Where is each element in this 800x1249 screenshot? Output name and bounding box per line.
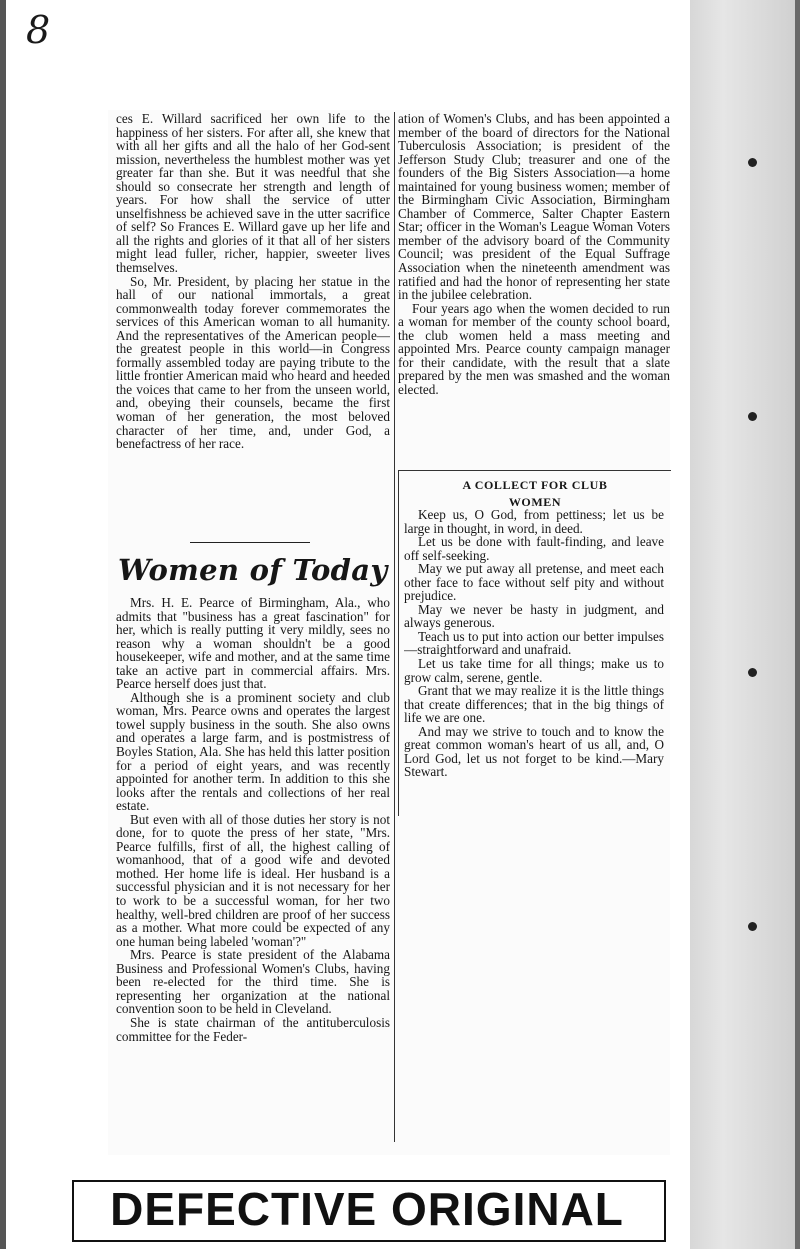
paragraph: So, Mr. President, by placing her statue in the hall of our national immortals, a great commonwealth today forever commemorates the services of this American woman to all humanity. And the representatives of the American people—the greatest people in this world—in Congress formally assembled today are paying tribute to the little frontier American maid who heard and heeded the voices that came to her from the unseen world, and, obeying their counsels, became the first woman of her generation, the most beloved character of her time, and, under God, a benefactress of her race.: [116, 273, 390, 452]
page-left-edge: [0, 0, 6, 1249]
defective-original-label: DEFECTIVE ORIGINAL: [110, 1183, 624, 1235]
article-women-of-today-column: [116, 596, 390, 1156]
paragraph: Four years ago when the women decided to run a woman for member of the county school board, the club women held a mass meeting and appointed Mrs. Pearce county campaign manager for their candidate, with the result that a slate prepared by the men was smashed and the woman elected.: [398, 300, 670, 397]
paragraph: ation of Women's Clubs, and has been appointed a member of the board of directors for the National Tuberculosis Association; is president of the Jefferson Study Club; treasurer and one of the founders of the Big Sisters Association—a home maintained for young business women; member of the Birmingham Civic Association, Birmingham Chamber of Commerce, Salter Chapter Eastern Star; officer in the Woman's League Woman Voters member of the advisory board of the Community Council; was president of the Equal Suffrage Association when the nineteenth amendment was ratified and had the honor of representing her state in the jubilee celebration.: [398, 112, 670, 303]
collect-paragraph: Let us take time for all things; make us to grow calm, serene, gentle.: [404, 656, 664, 685]
paragraph: Mrs. Pearce is state president of the Alabama Business and Professional Women's Clubs, having been re-elected for the third time. She is representing her organization at the national convention soon to be held in Cleveland.: [116, 947, 390, 1017]
collect-paragraph: And may we strive to touch and to know the great common woman's heart of us all, and, O Lord God, let us not forget to be kind.—Mary Stewart.: [404, 723, 664, 780]
punch-hole: [748, 412, 757, 421]
collect-paragraph: Let us be done with fault-finding, and leave off self-seeking.: [404, 534, 664, 563]
collect-paragraph: May we put away all pretense, and meet each other face to face without self pity and without prejudice.: [404, 561, 664, 604]
collect-paragraph: Teach us to put into action our better impulses—straightforward and unafraid.: [404, 628, 664, 658]
collect-paragraph: May we never be hasty in judgment, and always generous.: [404, 601, 664, 631]
collect-title-line: A COLLECT FOR CLUB: [462, 478, 608, 492]
paragraph: She is state chairman of the antituberculosis committee for the Feder-: [116, 1014, 390, 1044]
article-willard-column: [116, 112, 390, 532]
collect-paragraph: Grant that we may realize it is the little things that create differences; that in the big things of life we are one.: [404, 683, 664, 726]
binding-margin: [690, 0, 800, 1249]
paragraph: Although she is a prominent society and club woman, Mrs. Pearce owns and operates the largest towel supply business in the south. She also owns and operates a large farm, and is postmistress of Boyles Station, Ala. She has held this latter position for a period of eight years, and was recently appointed for another term. In addition to this she looks after the rentals and collections of her real estate.: [116, 689, 390, 814]
punch-hole: [748, 922, 757, 931]
paragraph: But even with all of those duties her story is not done, for to quote the press of her state, "Mrs. Pearce fulfills, first of all, the highest calling of womanhood, that of a good wife and devoted mothed. Her home life is ideal. Her husband is a successful physician and it is not necessary for her to work to be a successful woman, for her two healthy, well-bred children are proof of her success as a mother. What more could be expected of any one human being labeled 'woman'?": [116, 811, 390, 949]
collect-title-line: WOMEN: [508, 495, 562, 509]
headline: Women of Today: [118, 553, 388, 587]
page-right-edge: [795, 0, 800, 1249]
article-continuation-column: [398, 112, 670, 467]
paragraph: Mrs. H. E. Pearce of Birmingham, Ala., who admits that "business has a great fascination" for her, which is really putting it very mildly, sees no reason why a woman shouldn't be a good housekeeper, wife and mother, and at the same time take an active part in commercial affairs. Mrs. Pearce herself does just that.: [116, 596, 390, 692]
collect-body: [404, 508, 664, 808]
punch-hole: [748, 668, 757, 677]
collect-paragraph: Keep us, O God, from pettiness; let us be large in thought, in word, in deed.: [404, 508, 664, 536]
punch-hole: [748, 158, 757, 167]
section-divider: [190, 542, 310, 543]
column-rule: [394, 112, 395, 1142]
collect-title: [400, 477, 670, 511]
paragraph: ces E. Willard sacrificed her own life to the happiness of her sisters. For after all, she knew that with all her gifts and all the halo of her God-sent mission, nevertheless the humblest mother was yet greater far than she. But it was needful that she should so consecrate her strength and length of years. For how shall the service of utter unselfishness be achieved save in the utter sacrifice of self? So Frances E. Willard gave up her life and all the rights and glories of it that all of her sisters might lead fuller, richer, happier, sweeter lives themselves.: [116, 112, 390, 276]
page-number: 8: [26, 8, 51, 52]
